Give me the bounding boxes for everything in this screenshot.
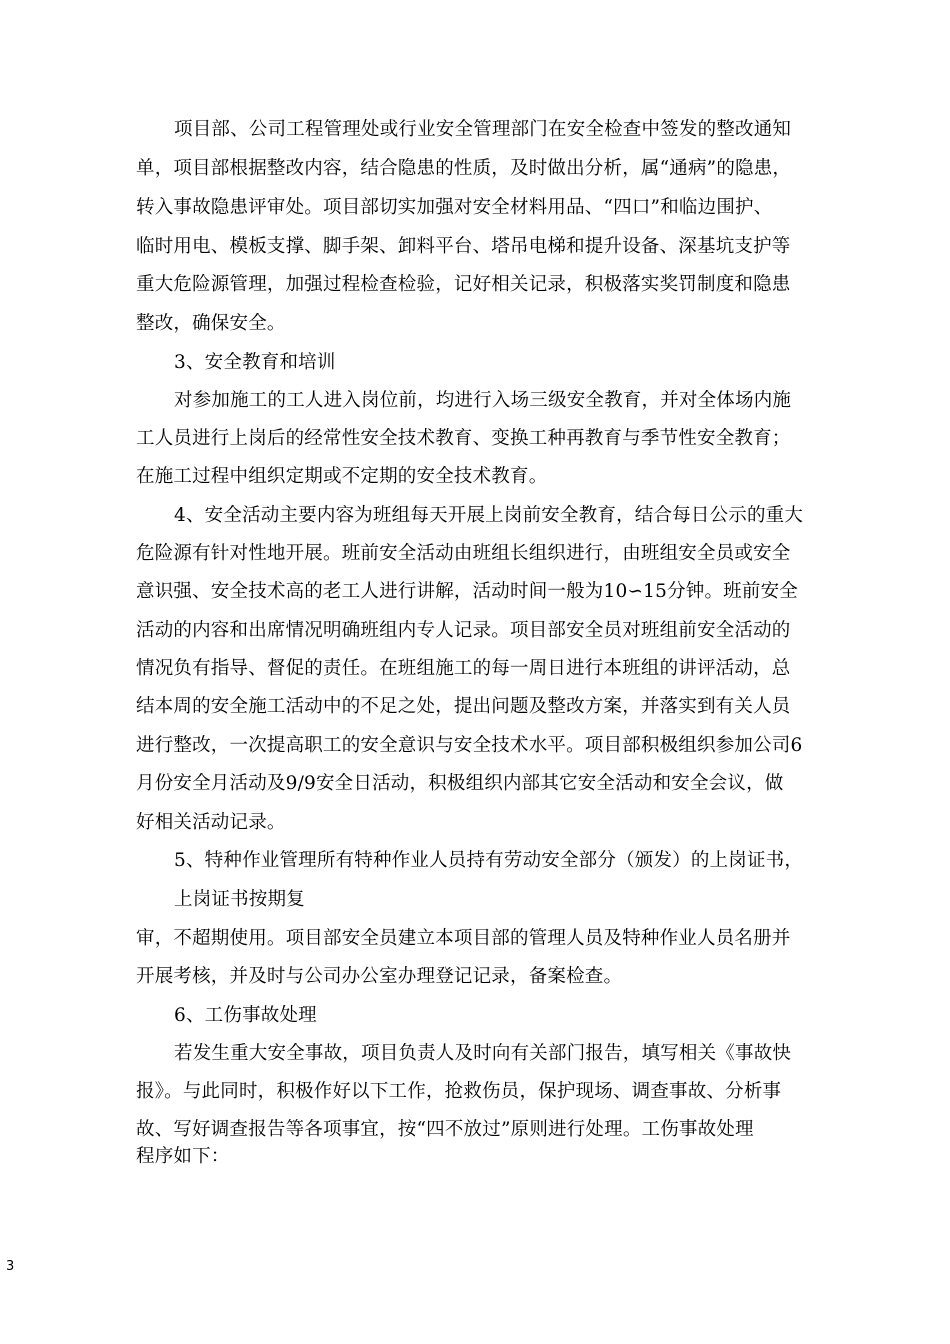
paragraph-2-line-1: 对参加施工的工人进入岗位前，均进行入场三级安全教育，并对全体场内施 — [174, 390, 792, 411]
paragraph-5-line-2: 报》。与此同时，积极作好以下工作，抢救伤员，保护现场、调查事故、分析事 — [136, 1081, 782, 1102]
paragraph-3-line-3: 意识强、安全技术高的老工人进行讲解，活动时间一般为10∽15分钟。班前安全 — [136, 581, 798, 602]
paragraph-5-line-4: 程序如下： — [136, 1146, 230, 1167]
section-heading-6: 6、工伤事故处理 — [174, 1005, 317, 1026]
paragraph-1-line-4: 临时用电、模板支撑、脚手架、卸料平台、塔吊电梯和提升设备、深基坑支护等 — [136, 236, 791, 257]
paragraph-3-line-1: 4、安全活动主要内容为班组每天开展上岗前安全教育，结合每日公示的重大 — [174, 505, 804, 526]
paragraph-3-line-2: 危险源有针对性地开展。班前安全活动由班组长组织进行，由班组安全员或安全 — [136, 543, 791, 564]
paragraph-3-line-7: 进行整改，一次提高职工的安全意识与安全技术水平。项目部积极组织参加公司6 — [136, 735, 803, 756]
paragraph-4-line-1: 5、特种作业管理所有特种作业人员持有劳动安全部分（颁发）的上岗证书， — [174, 850, 804, 871]
paragraph-4-line-4: 开展考核，并及时与公司办公室办理登记记录，备案检查。 — [136, 966, 623, 987]
section-heading-3: 3、安全教育和培训 — [174, 352, 336, 373]
paragraph-2-line-2: 工人员进行上岗后的经常性安全技术教育、变换工种再教育与季节性安全教育； — [136, 428, 791, 449]
paragraph-5-line-3: 故、写好调查报告等各项事宜，按“四不放过”原则进行处理。工伤事故处理 — [136, 1119, 754, 1140]
page-number: 3 — [6, 1259, 15, 1274]
paragraph-1-line-1: 项目部、公司工程管理处或行业安全管理部门在安全检查中签发的整改通知 — [174, 119, 792, 140]
paragraph-1-line-5: 重大危险源管理，加强过程检查检验，记好相关记录，积极落实奖罚制度和隐患 — [136, 274, 791, 295]
paragraph-1-line-3: 转入事故隐患评审处。项目部切实加强对安全材料用品、“四口”和临边围护、 — [136, 197, 773, 218]
paragraph-4-line-3: 审，不超期使用。项目部安全员建立本项目部的管理人员及特种作业人员名册并 — [136, 928, 791, 949]
paragraph-1-line-6: 整改，确保安全。 — [136, 313, 286, 334]
paragraph-2-line-3: 在施工过程中组织定期或不定期的安全技术教育。 — [136, 466, 548, 487]
paragraph-4-line-2: 上岗证书按期复 — [174, 889, 305, 910]
paragraph-3-line-6: 结本周的安全施工活动中的不足之处，提出问题及整改方案，并落实到有关人员 — [136, 696, 791, 717]
paragraph-5-line-1: 若发生重大安全事故，项目负责人及时向有关部门报告，填写相关《事故快 — [174, 1043, 792, 1064]
paragraph-3-line-5: 情况负有指导、督促的责任。在班组施工的每一周日进行本班组的讲评活动，总 — [136, 658, 791, 679]
paragraph-3-line-9: 好相关活动记录。 — [136, 812, 286, 833]
paragraph-1-line-2: 单，项目部根据整改内容，结合隐患的性质，及时做出分析，属“通病”的隐患， — [136, 158, 792, 179]
paragraph-3-line-4: 活动的内容和出席情况明确班组内专人记录。项目部安全员对班组前安全活动的 — [136, 620, 791, 641]
paragraph-3-line-8: 月份安全月活动及9/9安全日活动，积极组织内部其它安全活动和安全会议，做 — [136, 773, 784, 794]
